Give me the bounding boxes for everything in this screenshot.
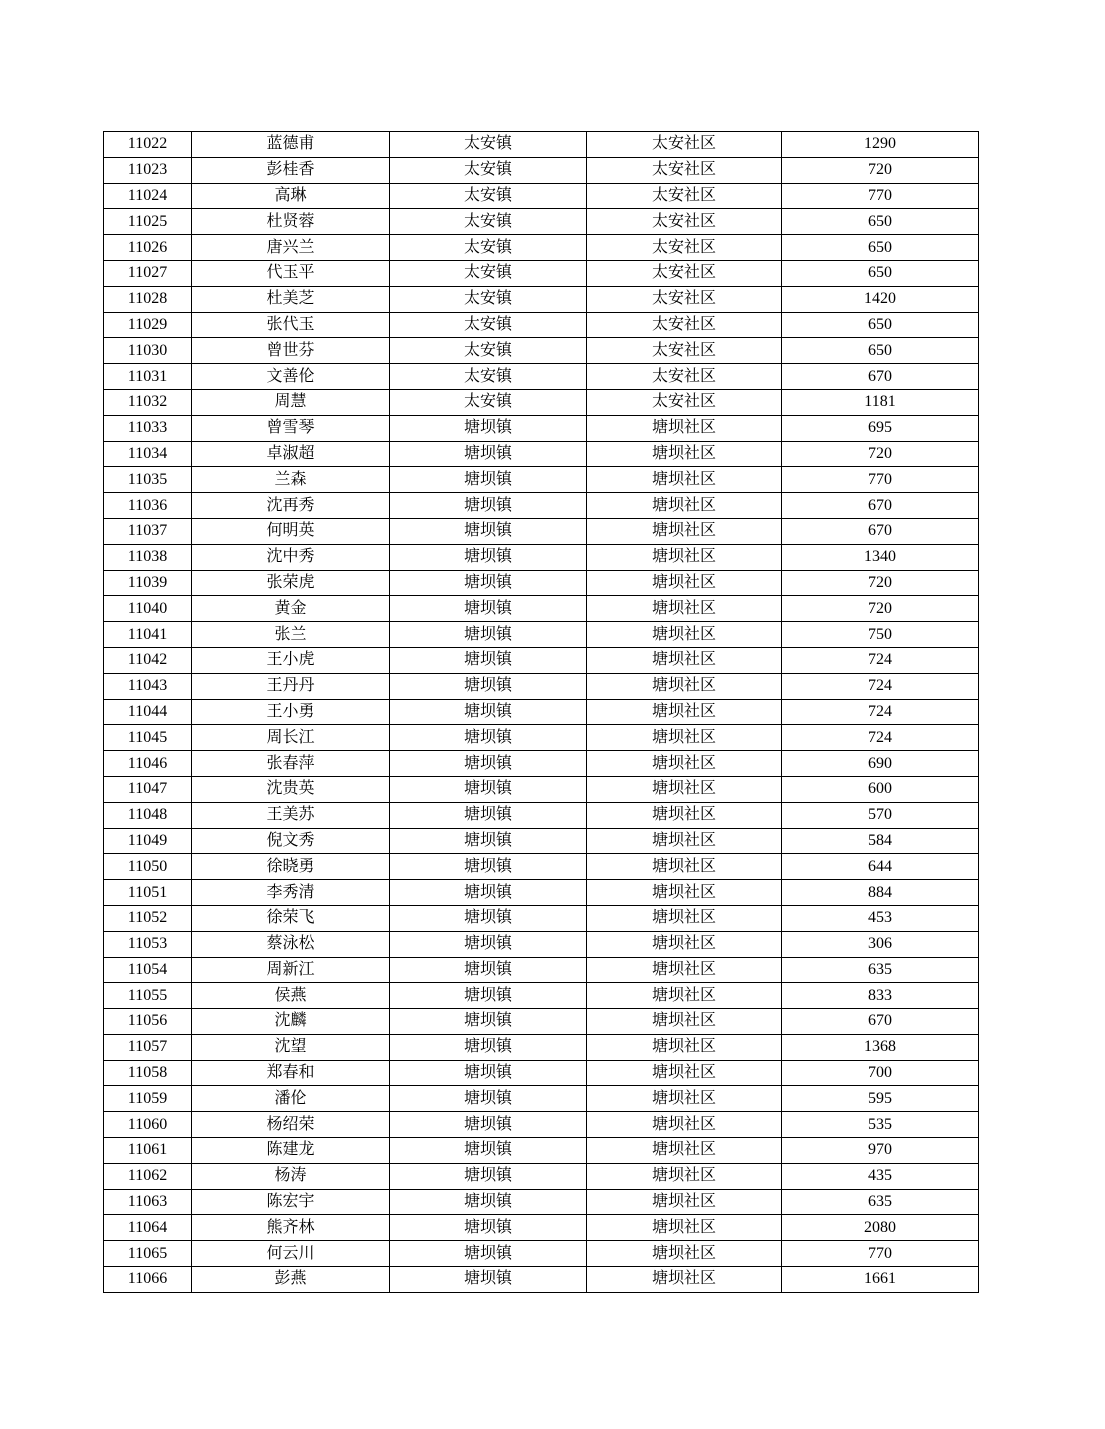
- table-row: [104, 235, 979, 261]
- cell-name: 蓝德甫: [192, 132, 390, 158]
- cell-town: 太安镇: [390, 209, 587, 235]
- cell-id: 11037: [104, 518, 192, 544]
- roster-table: [103, 131, 979, 1293]
- cell-name: 杜贤蓉: [192, 209, 390, 235]
- cell-town: 太安镇: [390, 157, 587, 183]
- table-row: [104, 286, 979, 312]
- table-row: [104, 957, 979, 983]
- cell-community: 塘坝社区: [587, 441, 782, 467]
- cell-community: 塘坝社区: [587, 1163, 782, 1189]
- cell-id: 11053: [104, 931, 192, 957]
- cell-community: 塘坝社区: [587, 673, 782, 699]
- cell-amount: 750: [782, 622, 979, 648]
- cell-community: 太安社区: [587, 312, 782, 338]
- cell-amount: 1420: [782, 286, 979, 312]
- cell-amount: 644: [782, 854, 979, 880]
- table-row: [104, 544, 979, 570]
- table-row: [104, 1086, 979, 1112]
- cell-name: 杨涛: [192, 1163, 390, 1189]
- cell-name: 徐荣飞: [192, 905, 390, 931]
- cell-community: 太安社区: [587, 364, 782, 390]
- cell-name: 唐兴兰: [192, 235, 390, 261]
- cell-community: 太安社区: [587, 338, 782, 364]
- cell-id: 11046: [104, 751, 192, 777]
- cell-town: 太安镇: [390, 286, 587, 312]
- cell-name: 陈宏宇: [192, 1189, 390, 1215]
- table-row: [104, 596, 979, 622]
- cell-community: 塘坝社区: [587, 493, 782, 519]
- cell-name: 王丹丹: [192, 673, 390, 699]
- cell-community: 太安社区: [587, 157, 782, 183]
- cell-community: 塘坝社区: [587, 467, 782, 493]
- cell-town: 塘坝镇: [390, 544, 587, 570]
- cell-amount: 770: [782, 1241, 979, 1267]
- cell-town: 太安镇: [390, 338, 587, 364]
- table-row: [104, 983, 979, 1009]
- cell-town: 塘坝镇: [390, 725, 587, 751]
- cell-amount: 1340: [782, 544, 979, 570]
- cell-amount: 724: [782, 647, 979, 673]
- cell-name: 郑春和: [192, 1060, 390, 1086]
- cell-name: 倪文秀: [192, 828, 390, 854]
- cell-town: 塘坝镇: [390, 673, 587, 699]
- cell-town: 塘坝镇: [390, 1215, 587, 1241]
- table-row: [104, 157, 979, 183]
- cell-community: 塘坝社区: [587, 1215, 782, 1241]
- cell-amount: 595: [782, 1086, 979, 1112]
- cell-amount: 720: [782, 570, 979, 596]
- cell-town: 塘坝镇: [390, 828, 587, 854]
- cell-amount: 1181: [782, 389, 979, 415]
- cell-community: 塘坝社区: [587, 1138, 782, 1164]
- cell-name: 熊齐林: [192, 1215, 390, 1241]
- cell-town: 塘坝镇: [390, 776, 587, 802]
- cell-name: 张春萍: [192, 751, 390, 777]
- cell-amount: 650: [782, 209, 979, 235]
- cell-amount: 695: [782, 415, 979, 441]
- cell-town: 太安镇: [390, 389, 587, 415]
- cell-community: 塘坝社区: [587, 828, 782, 854]
- cell-name: 杨绍荣: [192, 1112, 390, 1138]
- table-row: [104, 389, 979, 415]
- cell-community: 塘坝社区: [587, 725, 782, 751]
- cell-amount: 635: [782, 1189, 979, 1215]
- cell-community: 太安社区: [587, 132, 782, 158]
- cell-amount: 584: [782, 828, 979, 854]
- table-row: [104, 1189, 979, 1215]
- cell-id: 11054: [104, 957, 192, 983]
- cell-id: 11063: [104, 1189, 192, 1215]
- cell-name: 高琳: [192, 183, 390, 209]
- cell-amount: 600: [782, 776, 979, 802]
- cell-town: 太安镇: [390, 235, 587, 261]
- cell-town: 塘坝镇: [390, 880, 587, 906]
- cell-town: 塘坝镇: [390, 1060, 587, 1086]
- cell-id: 11066: [104, 1267, 192, 1293]
- cell-name: 徐晓勇: [192, 854, 390, 880]
- cell-town: 塘坝镇: [390, 570, 587, 596]
- cell-name: 李秀清: [192, 880, 390, 906]
- cell-id: 11051: [104, 880, 192, 906]
- cell-amount: 724: [782, 725, 979, 751]
- cell-town: 塘坝镇: [390, 415, 587, 441]
- cell-amount: 1290: [782, 132, 979, 158]
- table-row: [104, 493, 979, 519]
- cell-id: 11040: [104, 596, 192, 622]
- table-row: [104, 518, 979, 544]
- cell-amount: 453: [782, 905, 979, 931]
- cell-community: 塘坝社区: [587, 518, 782, 544]
- cell-name: 何云川: [192, 1241, 390, 1267]
- cell-name: 侯燕: [192, 983, 390, 1009]
- cell-name: 张代玉: [192, 312, 390, 338]
- cell-id: 11022: [104, 132, 192, 158]
- cell-id: 11057: [104, 1034, 192, 1060]
- cell-community: 塘坝社区: [587, 854, 782, 880]
- cell-community: 塘坝社区: [587, 802, 782, 828]
- cell-name: 沈麟: [192, 1009, 390, 1035]
- cell-id: 11043: [104, 673, 192, 699]
- cell-name: 张荣虎: [192, 570, 390, 596]
- cell-name: 周慧: [192, 389, 390, 415]
- cell-name: 曾雪琴: [192, 415, 390, 441]
- cell-community: 塘坝社区: [587, 983, 782, 1009]
- cell-id: 11048: [104, 802, 192, 828]
- cell-town: 太安镇: [390, 183, 587, 209]
- table-row: [104, 880, 979, 906]
- cell-town: 塘坝镇: [390, 467, 587, 493]
- cell-id: 11061: [104, 1138, 192, 1164]
- cell-town: 塘坝镇: [390, 647, 587, 673]
- cell-id: 11036: [104, 493, 192, 519]
- table-row: [104, 802, 979, 828]
- table-row: [104, 905, 979, 931]
- table-row: [104, 725, 979, 751]
- table-row: [104, 1215, 979, 1241]
- cell-amount: 650: [782, 312, 979, 338]
- cell-community: 塘坝社区: [587, 1034, 782, 1060]
- cell-town: 塘坝镇: [390, 931, 587, 957]
- table-row: [104, 260, 979, 286]
- cell-amount: 1661: [782, 1267, 979, 1293]
- cell-name: 沈贵英: [192, 776, 390, 802]
- cell-amount: 306: [782, 931, 979, 957]
- cell-id: 11039: [104, 570, 192, 596]
- cell-town: 塘坝镇: [390, 854, 587, 880]
- cell-name: 沈望: [192, 1034, 390, 1060]
- cell-id: 11041: [104, 622, 192, 648]
- cell-amount: 720: [782, 157, 979, 183]
- cell-community: 塘坝社区: [587, 751, 782, 777]
- cell-id: 11024: [104, 183, 192, 209]
- cell-id: 11026: [104, 235, 192, 261]
- cell-amount: 720: [782, 596, 979, 622]
- cell-name: 曾世芬: [192, 338, 390, 364]
- cell-community: 塘坝社区: [587, 1267, 782, 1293]
- cell-amount: 650: [782, 338, 979, 364]
- cell-id: 11032: [104, 389, 192, 415]
- cell-id: 11055: [104, 983, 192, 1009]
- table-row: [104, 1112, 979, 1138]
- cell-community: 塘坝社区: [587, 570, 782, 596]
- cell-community: 塘坝社区: [587, 931, 782, 957]
- cell-town: 塘坝镇: [390, 1138, 587, 1164]
- cell-town: 太安镇: [390, 312, 587, 338]
- cell-amount: 635: [782, 957, 979, 983]
- cell-community: 塘坝社区: [587, 1241, 782, 1267]
- cell-amount: 1368: [782, 1034, 979, 1060]
- table-row: [104, 854, 979, 880]
- cell-amount: 670: [782, 518, 979, 544]
- cell-id: 11035: [104, 467, 192, 493]
- table-row: [104, 1009, 979, 1035]
- cell-community: 塘坝社区: [587, 776, 782, 802]
- cell-name: 代玉平: [192, 260, 390, 286]
- cell-amount: 570: [782, 802, 979, 828]
- cell-amount: 724: [782, 699, 979, 725]
- cell-name: 沈中秀: [192, 544, 390, 570]
- table-row: [104, 1034, 979, 1060]
- cell-id: 11042: [104, 647, 192, 673]
- cell-name: 王小虎: [192, 647, 390, 673]
- cell-id: 11052: [104, 905, 192, 931]
- cell-id: 11065: [104, 1241, 192, 1267]
- cell-name: 文善伦: [192, 364, 390, 390]
- cell-name: 彭燕: [192, 1267, 390, 1293]
- cell-name: 蔡泳松: [192, 931, 390, 957]
- cell-town: 太安镇: [390, 132, 587, 158]
- cell-name: 卓淑超: [192, 441, 390, 467]
- cell-name: 王小勇: [192, 699, 390, 725]
- table-row: [104, 828, 979, 854]
- cell-community: 塘坝社区: [587, 1112, 782, 1138]
- cell-id: 11029: [104, 312, 192, 338]
- cell-id: 11049: [104, 828, 192, 854]
- cell-name: 张兰: [192, 622, 390, 648]
- cell-amount: 970: [782, 1138, 979, 1164]
- roster-table-body: [104, 132, 979, 1293]
- cell-name: 潘伦: [192, 1086, 390, 1112]
- table-row: [104, 776, 979, 802]
- cell-id: 11033: [104, 415, 192, 441]
- cell-amount: 833: [782, 983, 979, 1009]
- cell-id: 11031: [104, 364, 192, 390]
- cell-town: 塘坝镇: [390, 699, 587, 725]
- cell-community: 太安社区: [587, 183, 782, 209]
- table-row: [104, 570, 979, 596]
- cell-town: 塘坝镇: [390, 1009, 587, 1035]
- cell-town: 塘坝镇: [390, 441, 587, 467]
- table-row: [104, 312, 979, 338]
- table-row: [104, 338, 979, 364]
- cell-id: 11023: [104, 157, 192, 183]
- cell-community: 塘坝社区: [587, 647, 782, 673]
- table-row: [104, 1163, 979, 1189]
- cell-amount: 535: [782, 1112, 979, 1138]
- cell-community: 塘坝社区: [587, 880, 782, 906]
- cell-id: 11034: [104, 441, 192, 467]
- table-row: [104, 1060, 979, 1086]
- cell-community: 塘坝社区: [587, 1009, 782, 1035]
- table-row: [104, 209, 979, 235]
- cell-id: 11062: [104, 1163, 192, 1189]
- table-row: [104, 183, 979, 209]
- cell-town: 塘坝镇: [390, 1267, 587, 1293]
- cell-id: 11044: [104, 699, 192, 725]
- table-row: [104, 132, 979, 158]
- cell-id: 11038: [104, 544, 192, 570]
- cell-community: 太安社区: [587, 260, 782, 286]
- cell-amount: 670: [782, 364, 979, 390]
- cell-id: 11045: [104, 725, 192, 751]
- cell-id: 11050: [104, 854, 192, 880]
- table-row: [104, 1138, 979, 1164]
- cell-community: 塘坝社区: [587, 596, 782, 622]
- cell-town: 塘坝镇: [390, 1112, 587, 1138]
- cell-town: 太安镇: [390, 364, 587, 390]
- cell-name: 沈再秀: [192, 493, 390, 519]
- cell-id: 11058: [104, 1060, 192, 1086]
- cell-id: 11060: [104, 1112, 192, 1138]
- cell-town: 塘坝镇: [390, 1163, 587, 1189]
- cell-community: 塘坝社区: [587, 1086, 782, 1112]
- cell-id: 11027: [104, 260, 192, 286]
- cell-town: 塘坝镇: [390, 983, 587, 1009]
- cell-town: 塘坝镇: [390, 957, 587, 983]
- cell-town: 塘坝镇: [390, 1034, 587, 1060]
- cell-name: 周长江: [192, 725, 390, 751]
- table-row: [104, 467, 979, 493]
- cell-town: 塘坝镇: [390, 802, 587, 828]
- cell-amount: 720: [782, 441, 979, 467]
- table-row: [104, 1267, 979, 1293]
- cell-amount: 770: [782, 183, 979, 209]
- cell-town: 塘坝镇: [390, 751, 587, 777]
- table-row: [104, 931, 979, 957]
- cell-town: 塘坝镇: [390, 1241, 587, 1267]
- cell-community: 太安社区: [587, 209, 782, 235]
- cell-town: 塘坝镇: [390, 1189, 587, 1215]
- cell-id: 11064: [104, 1215, 192, 1241]
- table-row: [104, 699, 979, 725]
- cell-name: 彭桂香: [192, 157, 390, 183]
- cell-name: 黄金: [192, 596, 390, 622]
- cell-id: 11059: [104, 1086, 192, 1112]
- cell-community: 塘坝社区: [587, 1189, 782, 1215]
- cell-community: 太安社区: [587, 389, 782, 415]
- table-row: [104, 622, 979, 648]
- cell-town: 塘坝镇: [390, 905, 587, 931]
- table-row: [104, 647, 979, 673]
- cell-amount: 670: [782, 1009, 979, 1035]
- table-row: [104, 751, 979, 777]
- cell-community: 塘坝社区: [587, 699, 782, 725]
- cell-town: 太安镇: [390, 260, 587, 286]
- cell-community: 塘坝社区: [587, 957, 782, 983]
- cell-amount: 700: [782, 1060, 979, 1086]
- cell-id: 11030: [104, 338, 192, 364]
- cell-id: 11047: [104, 776, 192, 802]
- cell-name: 杜美芝: [192, 286, 390, 312]
- cell-community: 塘坝社区: [587, 544, 782, 570]
- cell-id: 11056: [104, 1009, 192, 1035]
- cell-community: 塘坝社区: [587, 415, 782, 441]
- cell-town: 塘坝镇: [390, 493, 587, 519]
- cell-amount: 670: [782, 493, 979, 519]
- cell-community: 塘坝社区: [587, 622, 782, 648]
- cell-community: 塘坝社区: [587, 1060, 782, 1086]
- cell-amount: 770: [782, 467, 979, 493]
- cell-town: 塘坝镇: [390, 518, 587, 544]
- cell-town: 塘坝镇: [390, 1086, 587, 1112]
- cell-amount: 650: [782, 235, 979, 261]
- cell-id: 11028: [104, 286, 192, 312]
- cell-community: 塘坝社区: [587, 905, 782, 931]
- cell-name: 兰森: [192, 467, 390, 493]
- cell-town: 塘坝镇: [390, 622, 587, 648]
- cell-amount: 690: [782, 751, 979, 777]
- cell-community: 太安社区: [587, 235, 782, 261]
- cell-amount: 884: [782, 880, 979, 906]
- table-row: [104, 441, 979, 467]
- cell-name: 何明英: [192, 518, 390, 544]
- table-row: [104, 364, 979, 390]
- table-row: [104, 415, 979, 441]
- cell-amount: 2080: [782, 1215, 979, 1241]
- cell-town: 塘坝镇: [390, 596, 587, 622]
- cell-name: 王美苏: [192, 802, 390, 828]
- cell-amount: 724: [782, 673, 979, 699]
- table-row: [104, 1241, 979, 1267]
- cell-name: 周新江: [192, 957, 390, 983]
- cell-name: 陈建龙: [192, 1138, 390, 1164]
- cell-community: 太安社区: [587, 286, 782, 312]
- cell-amount: 650: [782, 260, 979, 286]
- cell-id: 11025: [104, 209, 192, 235]
- cell-amount: 435: [782, 1163, 979, 1189]
- table-row: [104, 673, 979, 699]
